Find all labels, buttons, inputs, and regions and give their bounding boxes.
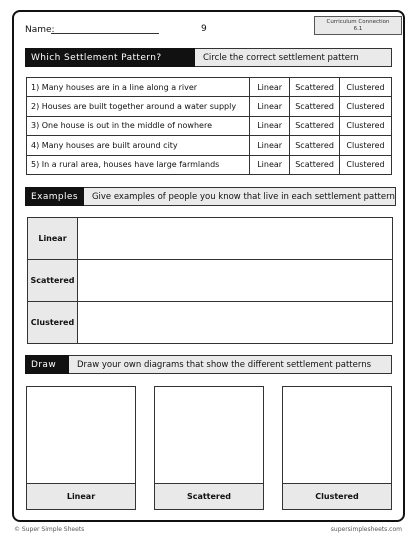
section-header-settlement-pattern: [25, 48, 392, 67]
draw-box-label: Linear: [27, 483, 135, 509]
question-text: 1) Many houses are in a line along a river: [27, 78, 250, 97]
section-title: Which Settlement Pattern?: [25, 48, 195, 67]
option-linear[interactable]: Linear: [250, 78, 290, 97]
question-text: 5) In a rural area, houses have large farmlands: [27, 155, 250, 174]
draw-box-clustered[interactable]: [282, 386, 392, 510]
option-linear[interactable]: Linear: [250, 136, 290, 155]
examples-table: [27, 217, 393, 344]
section-instruction: Circle the correct settlement pattern: [195, 48, 392, 67]
option-scattered[interactable]: Scattered: [290, 136, 340, 155]
section-header-draw: [25, 355, 392, 374]
settlement-question-table: [26, 77, 392, 175]
table-row: [27, 155, 392, 174]
draw-box-scattered[interactable]: [154, 386, 264, 510]
section-instruction: Give examples of people you know that live in each settlement pattern: [84, 187, 396, 206]
section-title: Draw: [25, 355, 69, 374]
example-label-clustered: Clustered: [28, 302, 78, 344]
example-answer-linear[interactable]: [78, 218, 393, 260]
name-label: Name:: [25, 25, 55, 35]
table-row: [28, 218, 393, 260]
draw-box-linear[interactable]: [26, 386, 136, 510]
footer-copyright: © Super Simple Sheets: [14, 526, 85, 533]
option-clustered[interactable]: Clustered: [340, 97, 392, 116]
worksheet-frame: [12, 10, 405, 522]
table-row: [27, 136, 392, 155]
curriculum-connection-badge: [314, 16, 402, 35]
footer-website[interactable]: supersimplesheets.com: [330, 526, 402, 533]
table-row: [28, 302, 393, 344]
option-clustered[interactable]: Clustered: [340, 155, 392, 174]
option-linear[interactable]: Linear: [250, 97, 290, 116]
option-scattered[interactable]: Scattered: [290, 116, 340, 135]
table-row: [27, 97, 392, 116]
section-header-examples: [25, 187, 395, 206]
section-title: Examples: [25, 187, 84, 206]
option-scattered[interactable]: Scattered: [290, 155, 340, 174]
page-number: 9: [201, 24, 207, 34]
draw-box-label: Clustered: [283, 483, 391, 509]
curriculum-connection-label: Curriculum Connection: [326, 19, 390, 25]
table-row: [28, 260, 393, 302]
question-text: 2) Houses are built together around a water supply: [27, 97, 250, 116]
table-row: [27, 78, 392, 97]
option-scattered[interactable]: Scattered: [290, 78, 340, 97]
option-scattered[interactable]: Scattered: [290, 97, 340, 116]
table-row: [27, 116, 392, 135]
example-label-scattered: Scattered: [28, 260, 78, 302]
option-linear[interactable]: Linear: [250, 116, 290, 135]
option-clustered[interactable]: Clustered: [340, 136, 392, 155]
example-answer-clustered[interactable]: [78, 302, 393, 344]
section-instruction: Draw your own diagrams that show the different settlement patterns: [69, 355, 392, 374]
question-text: 4) Many houses are built around city: [27, 136, 250, 155]
option-linear[interactable]: Linear: [250, 155, 290, 174]
example-answer-scattered[interactable]: [78, 260, 393, 302]
option-clustered[interactable]: Clustered: [340, 78, 392, 97]
question-text: 3) One house is out in the middle of nowhere: [27, 116, 250, 135]
curriculum-connection-code: 6.1: [353, 26, 363, 32]
draw-box-label: Scattered: [155, 483, 263, 509]
example-label-linear: Linear: [28, 218, 78, 260]
name-field[interactable]: [51, 33, 159, 34]
option-clustered[interactable]: Clustered: [340, 116, 392, 135]
